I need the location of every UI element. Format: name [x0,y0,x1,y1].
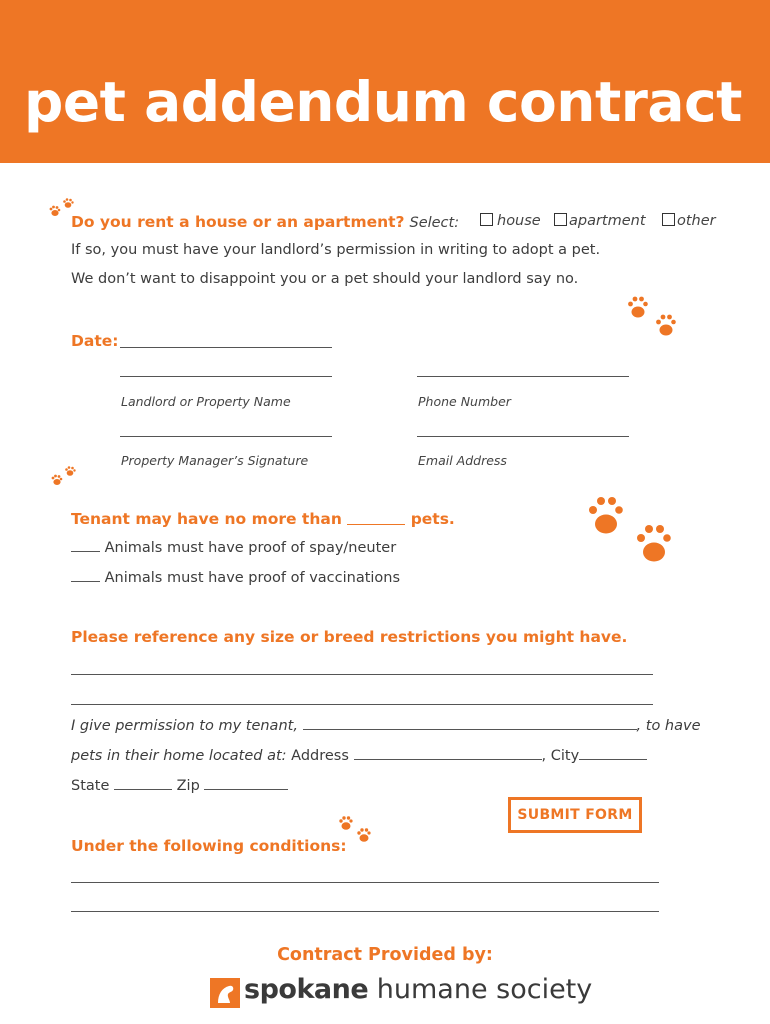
submit-button[interactable]: SUBMIT FORM [508,797,642,833]
header-banner [0,0,770,163]
signature-field[interactable] [120,436,332,437]
option-house[interactable]: house [480,213,541,229]
spay-field[interactable] [71,550,100,552]
state-zip-row: State Zip [71,778,288,794]
conditions-heading: Under the following conditions: [71,837,347,855]
logo-mark-icon [210,978,240,1008]
checkbox-icon[interactable] [554,213,567,226]
zip-field[interactable] [204,788,288,790]
paw-print-icon [624,292,682,342]
landlord-label: Landlord or Property Name [121,394,291,409]
address-row: pets in their home located at: Address , City [71,748,647,764]
signature-label: Property Manager’s Signature [121,453,309,468]
state-field[interactable] [114,788,172,790]
vacc-field[interactable] [71,580,100,582]
date-field[interactable] [120,347,332,348]
housing-question: Do you rent a house or an apartment? [71,213,405,231]
option-other[interactable]: other [662,213,716,229]
paw-print-icon [582,490,682,576]
address-field[interactable] [354,758,542,760]
spay-row: Animals must have proof of spay/neuter [71,540,396,556]
landlord-field[interactable] [120,376,332,377]
page-title: pet addendum contract [24,70,742,134]
tenant-name-field[interactable] [303,728,637,730]
tenant-heading: Tenant may have no more than pets. [71,510,455,528]
checkbox-icon[interactable] [480,213,493,226]
phone-field[interactable] [417,376,629,377]
option-apartment[interactable]: apartment [554,213,646,229]
permission-note: If so, you must have your landlord’s permission in writing to adopt a pet. [71,242,601,258]
restrictions-line-1[interactable] [71,674,653,675]
paw-print-icon [50,463,78,489]
date-label: Date: [71,332,119,350]
permission-row: I give permission to my tenant, , to have [71,718,701,734]
provided-by-label: Contract Provided by: [277,945,493,965]
pet-count-field[interactable] [347,523,405,525]
select-label: Select: [409,215,460,231]
email-field[interactable] [417,436,629,437]
restrictions-line-2[interactable] [71,704,653,705]
vacc-row: Animals must have proof of vaccinations [71,570,400,586]
city-field[interactable] [579,758,647,760]
conditions-line-2[interactable] [71,911,659,912]
phone-label: Phone Number [418,394,511,409]
email-label: Email Address [418,453,507,468]
housing-question-row [71,213,459,231]
restrictions-heading: Please reference any size or breed restrictions you might have. [71,628,628,646]
checkbox-icon[interactable] [662,213,675,226]
disappoint-note: We don’t want to disappoint you or a pet should your landlord say no. [71,271,579,287]
conditions-line-1[interactable] [71,882,659,883]
logo-wordmark: spokane humane society [244,974,593,1005]
